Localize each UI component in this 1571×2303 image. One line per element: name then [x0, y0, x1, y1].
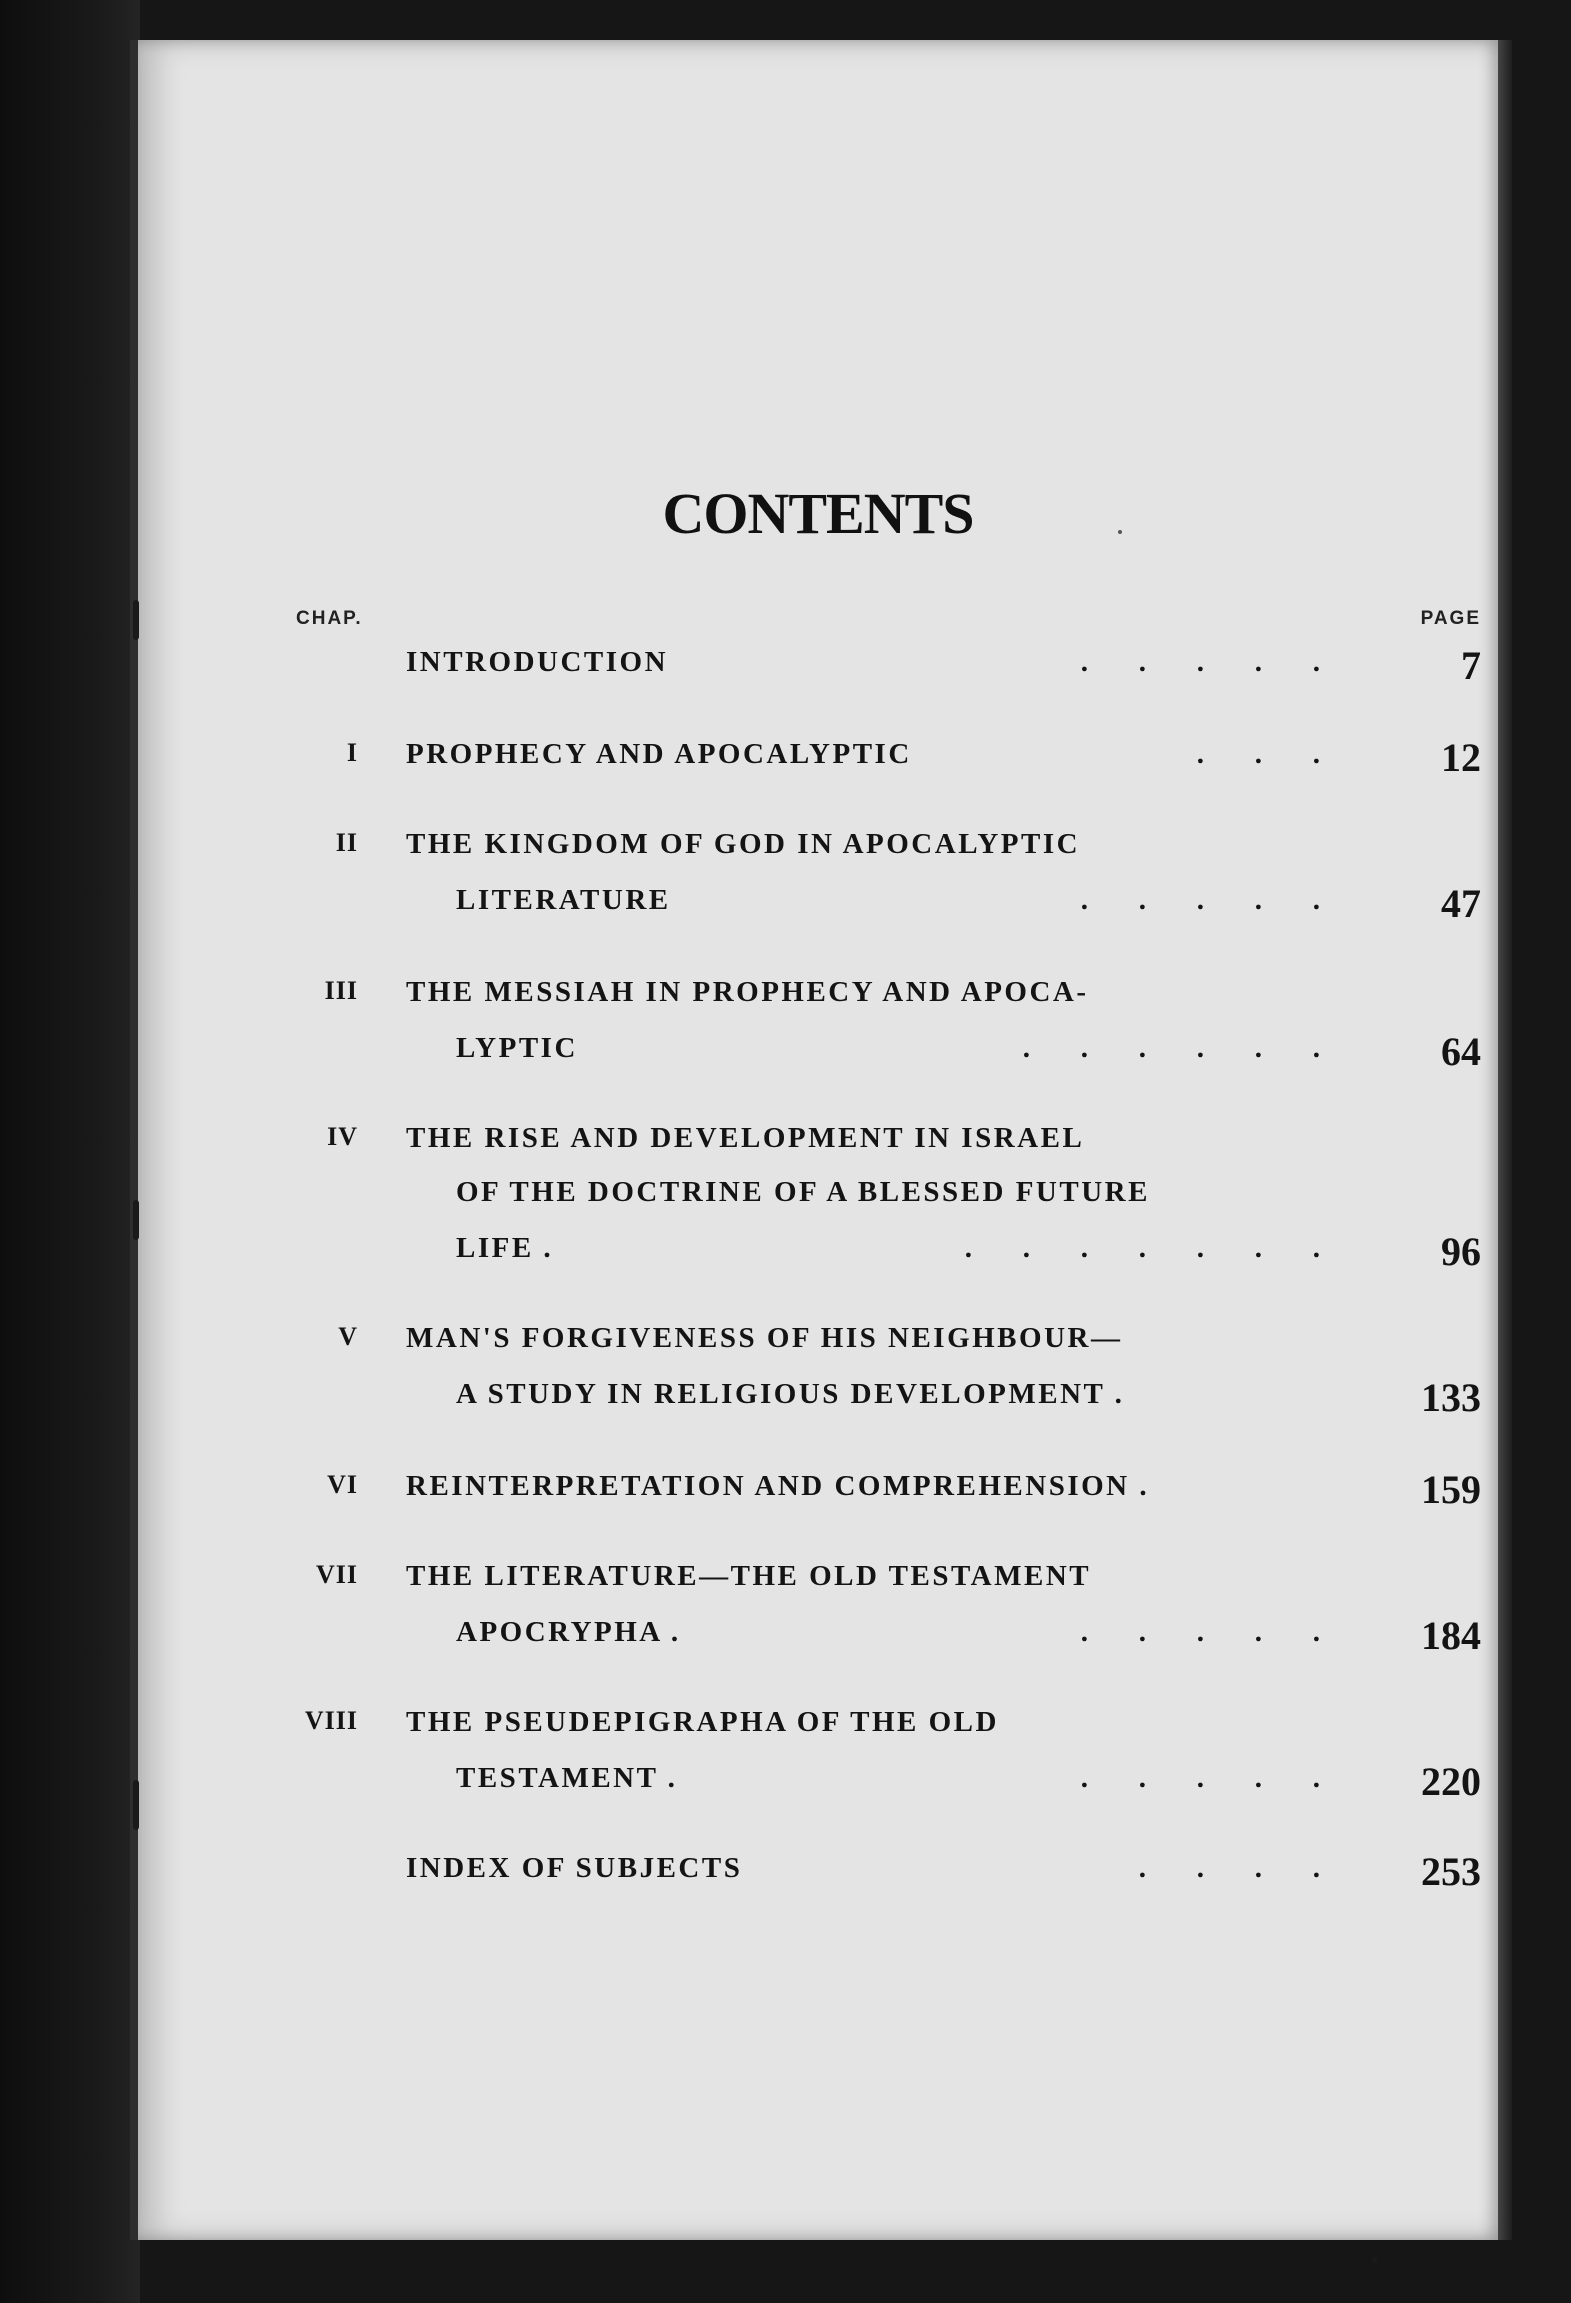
chapter-number: III: [324, 976, 358, 1005]
toc-entry-title: INTRODUCTION: [406, 646, 669, 678]
toc-entry-title-continued: LIFE .: [456, 1232, 554, 1264]
chapter-number: VIII: [304, 1706, 358, 1735]
chapter-number: V: [338, 1322, 358, 1351]
toc-page-number: 96: [1441, 1229, 1481, 1274]
toc-entry-chapter-4-continued: [138, 1168, 1498, 1224]
toc-entry-title: PROPHECY AND APOCALYPTIC: [406, 738, 912, 770]
dot-leader: . . . . . . .: [964, 1232, 1320, 1264]
scan-mark: [133, 600, 139, 640]
toc-entry-chapter-4-continued-2: [138, 1224, 1498, 1280]
scan-mark: [133, 1200, 139, 1240]
scan-mark: [1118, 530, 1122, 534]
dot-leader: . . . .: [1138, 1852, 1320, 1884]
toc-entry-chapter-1: [138, 730, 1498, 786]
chapter-number: VI: [327, 1470, 358, 1499]
toc-entry-title: THE MESSIAH IN PROPHECY AND APOCA-: [406, 976, 1089, 1008]
dot-leader: . . . . .: [1080, 1762, 1320, 1794]
chapter-number: II: [335, 828, 358, 857]
book-gutter: [0, 0, 140, 2303]
toc-entry-title: MAN'S FORGIVENESS OF HIS NEIGHBOUR—: [406, 1322, 1123, 1354]
toc-page-number: 47: [1441, 881, 1481, 926]
chapter-number: IV: [327, 1122, 358, 1151]
toc-entry-title-continued: APOCRYPHA .: [456, 1616, 681, 1648]
toc-entry-title-continued: OF THE DOCTRINE OF A BLESSED FUTURE: [456, 1176, 1150, 1208]
toc-entry-title: THE KINGDOM OF GOD IN APOCALYPTIC: [406, 828, 1081, 860]
toc-page-number: 220: [1421, 1759, 1481, 1804]
dot-leader: . . . . .: [1080, 1616, 1320, 1648]
toc-entry-introduction: [138, 638, 1498, 694]
chapter-number: I: [346, 738, 358, 767]
toc-entry-title-continued: LYPTIC: [456, 1032, 578, 1064]
toc-entry-title: REINTERPRETATION AND COMPREHENSION .: [406, 1470, 1150, 1502]
toc-page-number: 253: [1421, 1849, 1481, 1894]
toc-entry-chapter-8-continued: [138, 1754, 1498, 1810]
toc-entry-chapter-5: [138, 1314, 1498, 1370]
toc-entry-chapter-4: [138, 1114, 1498, 1170]
toc-page-number: 133: [1421, 1375, 1481, 1420]
dot-leader: . . . . . .: [1022, 1032, 1320, 1064]
toc-entry-title-continued: TESTAMENT .: [456, 1762, 678, 1794]
dot-leader: . . .: [1196, 738, 1320, 770]
toc-entry-chapter-8: [138, 1698, 1498, 1754]
toc-page-number: 159: [1421, 1467, 1481, 1512]
toc-page-number: 184: [1421, 1613, 1481, 1658]
toc-entry-title-continued: A STUDY IN RELIGIOUS DEVELOPMENT .: [456, 1378, 1125, 1410]
toc-entry-chapter-7-continued: [138, 1608, 1498, 1664]
toc-entry-chapter-5-continued: [138, 1370, 1498, 1426]
toc-entry-chapter-2: [138, 820, 1498, 876]
page-title: CONTENTS: [662, 481, 974, 546]
toc-entry-title: INDEX OF SUBJECTS: [406, 1852, 743, 1884]
toc-entry-title: THE PSEUDEPIGRAPHA OF THE OLD: [406, 1706, 999, 1738]
toc-entry-chapter-3: [138, 968, 1498, 1024]
chapter-number: VII: [315, 1560, 358, 1589]
toc-page-number: 7: [1461, 643, 1481, 688]
left-page-edge: [130, 40, 138, 2240]
toc-entry-title: THE LITERATURE—THE OLD TESTAMENT: [406, 1560, 1092, 1592]
dot-leader: . . . . .: [1080, 884, 1320, 916]
chap-column-label: CHAP.: [296, 608, 363, 629]
toc-entry-chapter-6: [138, 1462, 1498, 1518]
page-column-label: PAGE: [1420, 608, 1481, 629]
toc-entry-chapter-7: [138, 1552, 1498, 1608]
toc-entry-index: [138, 1844, 1498, 1900]
contents-page: [138, 40, 1498, 2240]
scan-mark: [1372, 2256, 1377, 2263]
toc-entry-title: THE RISE AND DEVELOPMENT IN ISRAEL: [406, 1122, 1085, 1154]
toc-page-number: 12: [1441, 735, 1481, 780]
toc-entry-title-continued: LITERATURE: [456, 884, 671, 916]
toc-entry-chapter-2-continued: [138, 876, 1498, 932]
dot-leader: . . . . .: [1080, 646, 1320, 678]
scan-mark: [133, 1780, 139, 1830]
toc-page-number: 64: [1441, 1029, 1481, 1074]
toc-entry-chapter-3-continued: [138, 1024, 1498, 1080]
